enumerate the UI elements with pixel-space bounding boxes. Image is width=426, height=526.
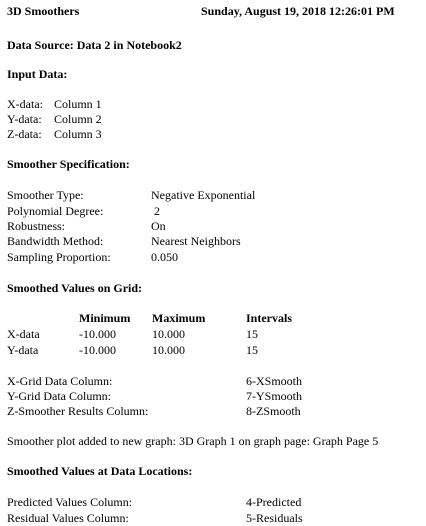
sampling-proportion-label: Sampling Proportion:	[7, 250, 111, 264]
bandwidth-method-value: Nearest Neighbors	[151, 234, 241, 248]
y-grid-column-label: Y-Grid Data Column:	[7, 389, 111, 403]
residual-values-label: Residual Values Column:	[7, 511, 129, 525]
robustness-value: On	[151, 219, 166, 233]
data-source: Data Source: Data 2 in Notebook2	[7, 38, 182, 52]
input-data-heading: Input Data:	[7, 67, 68, 81]
z-smoother-column-label: Z-Smoother Results Column:	[7, 404, 149, 418]
grid-row-y-min: -10.000	[79, 343, 116, 357]
grid-col-maximum: Maximum	[152, 311, 206, 325]
robustness-label: Robustness:	[7, 219, 66, 233]
predicted-values-value: 4-Predicted	[246, 495, 302, 509]
polynomial-degree-label: Polynomial Degree:	[7, 204, 104, 218]
grid-row-y-max: 10.000	[152, 343, 185, 357]
smoother-type-value: Negative Exponential	[151, 188, 256, 202]
grid-row-x-intervals: 15	[246, 327, 258, 341]
plot-note: Smoother plot added to new graph: 3D Graph 1 on graph page: Graph Page 5	[7, 434, 379, 448]
predicted-values-label: Predicted Values Column:	[7, 495, 133, 509]
z-smoother-column-value: 8-ZSmooth	[246, 404, 301, 418]
grid-row-y-intervals: 15	[246, 343, 258, 357]
x-data-value: Column 1	[54, 97, 102, 111]
grid-row-x-min: -10.000	[79, 327, 116, 341]
report-timestamp: Sunday, August 19, 2018 12:26:01 PM	[201, 4, 395, 18]
z-data-value: Column 3	[54, 127, 102, 141]
y-data-value: Column 2	[54, 112, 102, 126]
z-data-label: Z-data:	[7, 127, 42, 141]
x-data-label: X-data:	[7, 97, 43, 111]
grid-row-x-label: X-data	[7, 327, 40, 341]
y-grid-column-value: 7-YSmooth	[246, 389, 303, 403]
smoother-spec-heading: Smoother Specification:	[7, 157, 130, 171]
x-grid-column-value: 6-XSmooth	[246, 374, 303, 388]
residual-values-value: 5-Residuals	[246, 511, 303, 525]
report-title: 3D Smoothers	[7, 4, 80, 18]
data-locations-heading: Smoothed Values at Data Locations:	[7, 464, 193, 478]
smoother-type-label: Smoother Type:	[7, 188, 84, 202]
polynomial-degree-value: 2	[154, 204, 160, 218]
sampling-proportion-value: 0.050	[151, 250, 178, 264]
grid-heading: Smoothed Values on Grid:	[7, 281, 143, 295]
grid-row-y-label: Y-data	[7, 343, 39, 357]
x-grid-column-label: X-Grid Data Column:	[7, 374, 113, 388]
grid-col-intervals: Intervals	[246, 311, 292, 325]
y-data-label: Y-data:	[7, 112, 42, 126]
grid-row-x-max: 10.000	[152, 327, 185, 341]
bandwidth-method-label: Bandwidth Method:	[7, 234, 104, 248]
grid-col-minimum: Minimum	[79, 311, 131, 325]
